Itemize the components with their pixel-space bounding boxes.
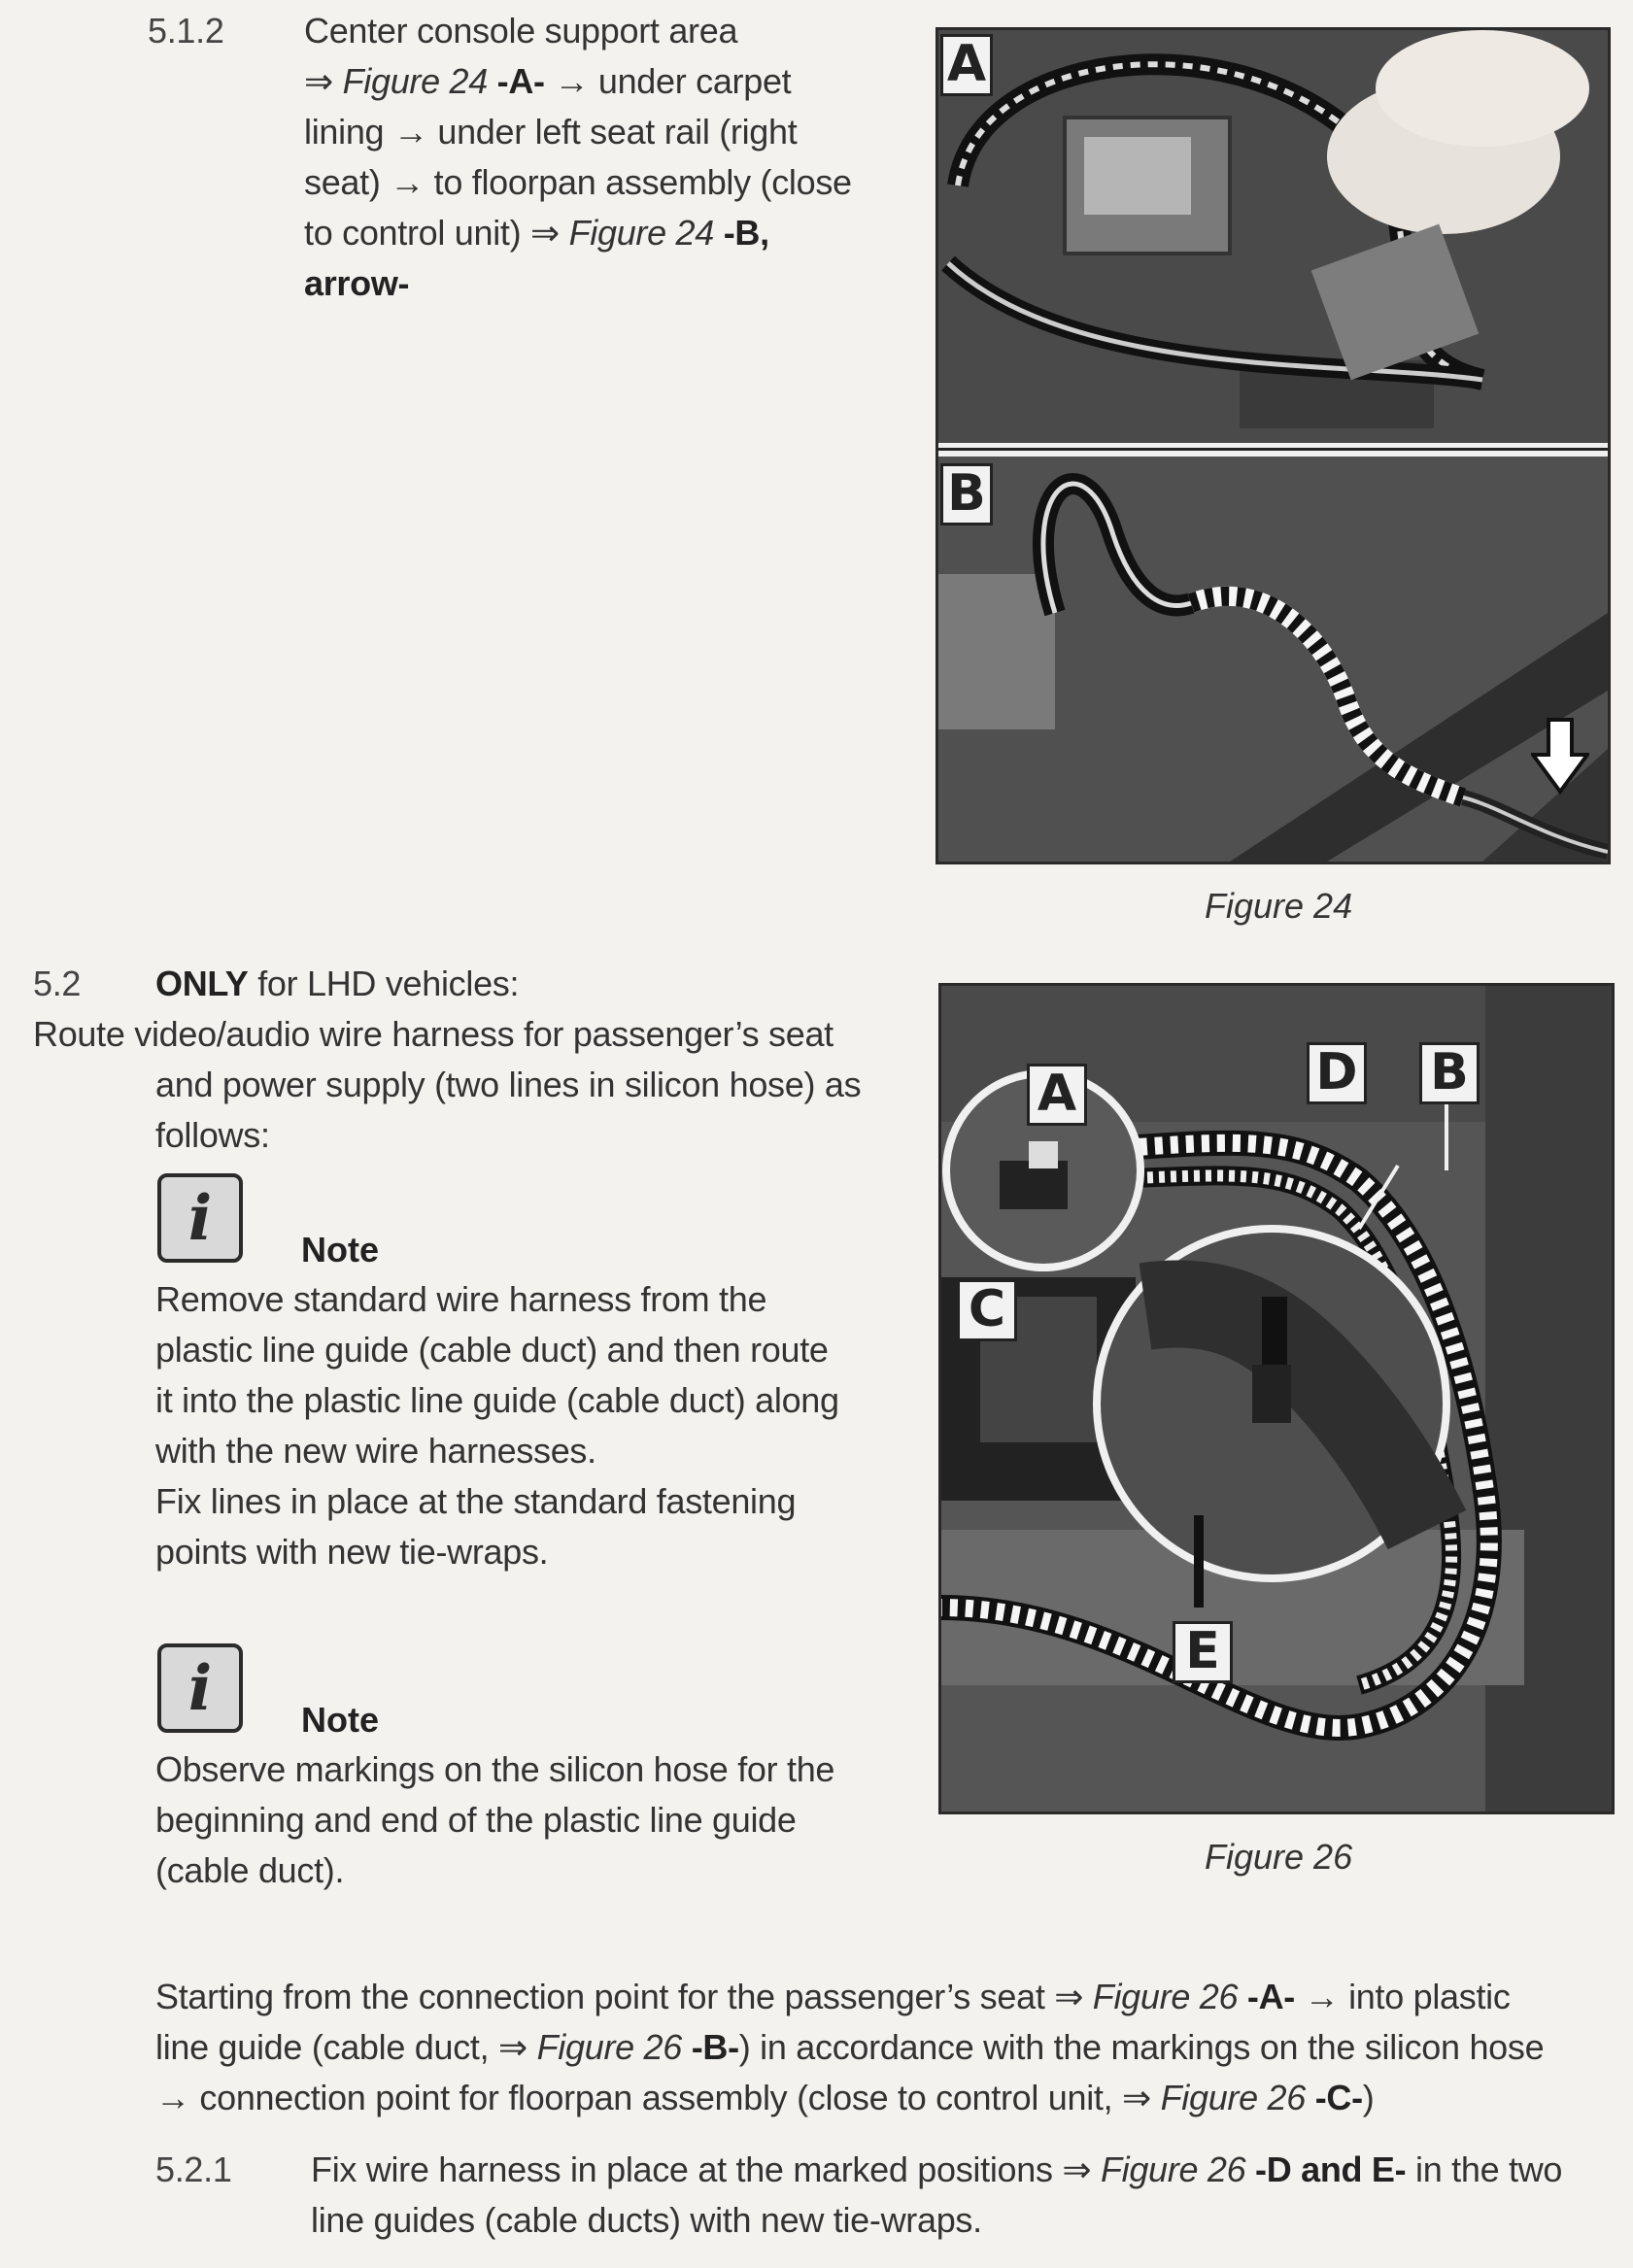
section-number-5-2: 5.2 — [33, 964, 82, 1003]
info-icon: i — [157, 1643, 243, 1733]
figure-26-caption: Figure 26 — [1205, 1837, 1353, 1877]
figure-24-label-b: B — [940, 463, 993, 525]
text-line: Route video/audio wire harness for passenger’s seat — [33, 1014, 834, 1054]
down-arrow-icon — [1531, 718, 1589, 795]
section-5-2-1-text — [311, 2145, 1562, 2246]
text-run: to control unit) ⇒ — [304, 213, 560, 253]
reference-label: -D and E- — [1255, 2150, 1407, 2189]
text-run: ) — [1362, 2078, 1375, 2117]
emphasis: ONLY — [155, 964, 249, 1003]
text-line: points with new tie-wraps. — [155, 1532, 549, 1572]
routing-paragraph — [155, 1972, 1544, 2123]
text-line: follows: — [155, 1115, 270, 1155]
text-line — [304, 56, 852, 107]
reference-label: -A- — [1246, 1977, 1295, 2016]
figure-reference: Figure 26 — [1092, 1977, 1239, 2016]
text-line: seat) → to floorpan assembly (close — [304, 162, 852, 202]
section-number-5-2-1: 5.2.1 — [155, 2150, 232, 2189]
reference-label: -B- — [691, 2027, 739, 2067]
note-title: Note — [301, 1230, 379, 1269]
figure-24-photo — [936, 27, 1611, 864]
info-icon: i — [157, 1173, 243, 1263]
text-line — [304, 208, 852, 258]
figure-26-label-d: D — [1307, 1042, 1367, 1104]
figure-reference: Figure 26 — [1100, 2150, 1246, 2189]
text-line: line guides (cable ducts) with new tie-wraps. — [311, 2200, 982, 2240]
figure-26-label-c: C — [957, 1279, 1017, 1341]
text-line: Center console support area — [304, 11, 738, 51]
text-run: → connection point for floorpan assembly (close to control unit, ⇒ — [155, 2078, 1151, 2117]
text-run: Fix wire harness in place at the marked positions ⇒ — [311, 2150, 1092, 2189]
figure-26-label-a: A — [1027, 1064, 1087, 1126]
text-line: it into the plastic line guide (cable duct) along — [155, 1380, 839, 1420]
text-line — [155, 1972, 1544, 2022]
note-2-body — [155, 1744, 834, 1896]
reference-label: -C- — [1314, 2078, 1363, 2117]
figure-26-photo — [938, 983, 1615, 1814]
text-run: in the two — [1415, 2150, 1563, 2189]
section-5-2-body — [33, 1009, 861, 1161]
note-title: Note — [301, 1700, 379, 1740]
reference-label: -A- — [496, 61, 545, 101]
figure-reference: Figure 24 — [342, 61, 488, 101]
note-1-body — [155, 1274, 839, 1577]
text-run: for LHD vehicles: — [257, 964, 520, 1003]
figure-reference: Figure 26 — [536, 2027, 682, 2067]
section-5-1-2-text — [304, 6, 852, 309]
text-line — [155, 2022, 1544, 2073]
figure-reference: Figure 26 — [1160, 2078, 1306, 2117]
text-line — [311, 2145, 1562, 2195]
text-line: Remove standard wire harness from the — [155, 1279, 767, 1319]
text-line: with the new wire harnesses. — [155, 1431, 596, 1471]
text-run: ) in accordance with the markings on the silicon hose — [738, 2027, 1545, 2067]
text-run: ⇒ — [304, 61, 333, 101]
figure-24-image — [938, 30, 1608, 862]
text-line: plastic line guide (cable duct) and then route — [155, 1330, 829, 1370]
text-run: → under carpet — [554, 61, 792, 101]
section-5-2-text — [155, 959, 519, 1009]
reference-label: -B, — [723, 213, 769, 253]
text-line: beginning and end of the plastic line guide — [155, 1800, 797, 1840]
text-line: lining → under left seat rail (right — [304, 112, 798, 152]
figure-24-label-a: A — [940, 34, 993, 96]
text-line: Observe markings on the silicon hose for the — [155, 1749, 835, 1789]
reference-label: arrow- — [304, 263, 410, 303]
text-line: Fix lines in place at the standard fastening — [155, 1481, 797, 1521]
section-number-5-1-2: 5.1.2 — [148, 11, 224, 51]
text-line — [155, 2073, 1544, 2123]
figure-26-label-b: B — [1419, 1042, 1480, 1104]
figure-26-label-e: E — [1173, 1621, 1233, 1683]
text-line — [304, 258, 852, 309]
text-run: → into plastic — [1304, 1977, 1511, 2016]
text-run: line guide (cable duct, ⇒ — [155, 2027, 527, 2067]
text-line: and power supply (two lines in silicon hose) as — [155, 1065, 862, 1104]
text-line — [155, 959, 519, 1009]
section-5-2-heading — [33, 959, 81, 1009]
figure-reference: Figure 24 — [568, 213, 714, 253]
text-run: Starting from the connection point for the passenger’s seat ⇒ — [155, 1977, 1084, 2016]
text-line: (cable duct). — [155, 1850, 345, 1890]
figure-24-caption: Figure 24 — [1205, 886, 1353, 926]
